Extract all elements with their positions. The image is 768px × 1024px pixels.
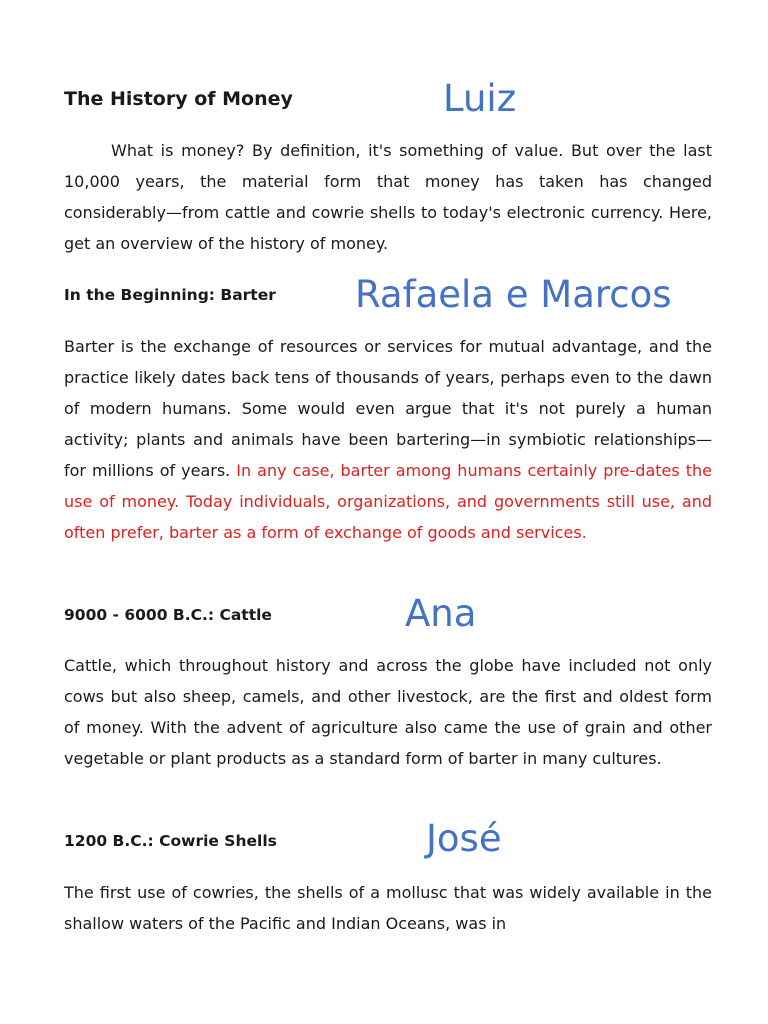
- barter-paragraph: [64, 331, 712, 548]
- section-heading-cowrie-shells: 1200 B.C.: Cowrie Shells: [64, 832, 277, 850]
- intro-paragraph: What is money? By definition, it's something of value. But over the last 10,000 years, the material form that money has taken has changed considerably—from cattle and cowrie shells to today's electronic currency. Here, get an overview of the history of money.: [64, 141, 712, 253]
- author-name-jose: José: [426, 817, 502, 860]
- barter-highlight-text: In any case, barter among humans certainly pre-dates the use of money. Today individuals, organizations, and governments still use, and often prefer, barter as a form of exchange of goods and services.: [64, 461, 713, 542]
- section-heading-barter: In the Beginning: Barter: [64, 286, 276, 304]
- author-name-rafaela-e-marcos: Rafaela e Marcos: [355, 273, 672, 316]
- barter-text: Barter is the exchange of resources or services for mutual advantage, and the practice likely dates back tens of thousands of years, perhaps even to the dawn of modern humans. Some would even argue that it's not purely a human activity; plants and animals have been bartering—in symbiotic relationships—for millions of years.: [64, 337, 712, 480]
- section-heading-cattle: 9000 - 6000 B.C.: Cattle: [64, 606, 272, 624]
- author-name-ana: Ana: [405, 592, 477, 635]
- cattle-paragraph: Cattle, which throughout history and across the globe have included not only cows but also sheep, camels, and other livestock, are the first and oldest form of money. With the advent of agriculture also came the use of grain and other vegetable or plant products as a standard form of barter in many cultures.: [64, 656, 712, 768]
- cowrie-paragraph: The first use of cowries, the shells of a mollusc that was widely available in the shallow waters of the Pacific and Indian Oceans, was in: [64, 883, 712, 933]
- author-name-luiz: Luiz: [443, 77, 517, 120]
- document-title: The History of Money: [64, 88, 293, 110]
